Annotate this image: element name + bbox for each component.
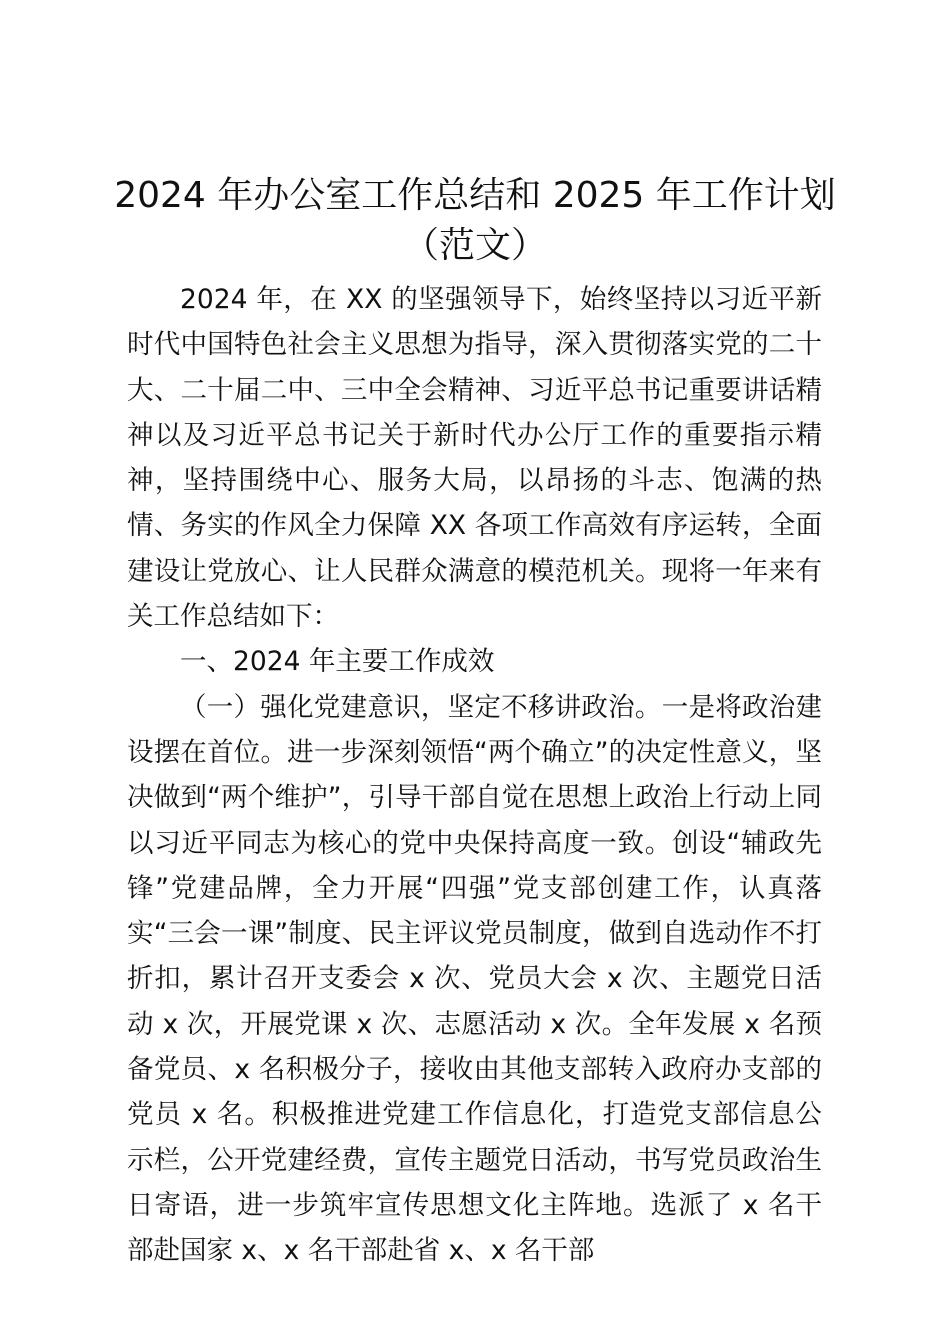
document-body [127,277,822,1274]
intro-paragraph: 2024 年，在 XX 的坚强领导下，始终坚持以习近平新时代中国特色社会主义思想为指导，深入贯彻落实党的二十大、二十届二中、三中全会精神、习近平总书记重要讲话精神以及习近平总书记关于新时代办公厅工作的重要指示精神，坚持围绕中心、服务大局，以昂扬的斗志、饱满的热情、务实的作风全力保障 XX 各项工作高效有序运转，全面建设让党放心、让人民群众满意的模范机关。现将一年来有关工作总结如下： [127,284,822,633]
section-paragraph: （一）强化党建意识，坚定不移讲政治。一是将政治建设摆在首位。进一步深刻领悟“两个确立”的决定性意义，坚决做到“两个维护”，引导干部自觉在思想上政治上行动上同以习近平同志为核心的党中央保持高度一致。创设“辅政先锋”党建品牌，全力开展“四强”党支部创建工作，认真落实“三会一课”制度、民主评议党员制度，做到自选动作不打折扣，累计召开支委会 x 次、党员大会 x 次、主题党日活动 x 次，开展党课 x 次、志愿活动 x 次。全年发展 x 名预备党员、x 名积极分子，接收由其他支部转入政府办支部的党员 x 名。积极推进党建工作信息化，打造党支部信息公示栏，公开党建经费，宣传主题党日活动，书写党员政治生日寄语，进一步筑牢宣传思想文化主阵地。选派了 x 名干部赴国家 x、x 名干部赴省 x、x 名干部 [127,691,822,1267]
section-heading: 一、2024 年主要工作成效 [180,646,495,678]
document-title: 2024 年办公室工作总结和 2025 年工作计划 [114,175,836,216]
document-subtitle: （范文） [402,225,547,266]
